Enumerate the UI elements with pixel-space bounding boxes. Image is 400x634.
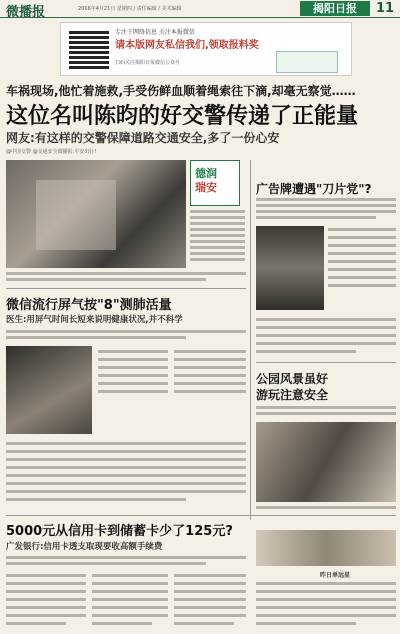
text-line bbox=[6, 598, 86, 601]
section-divider bbox=[6, 515, 396, 516]
story3-photo bbox=[256, 422, 396, 502]
text-line bbox=[174, 350, 246, 353]
text-line bbox=[190, 216, 245, 219]
text-line bbox=[256, 622, 356, 625]
story5-title: 5000元从信用卡到储蓄卡少了125元? bbox=[6, 524, 233, 539]
text-line bbox=[256, 210, 396, 213]
text-line bbox=[328, 228, 396, 231]
main-byline: @中国交警 @交通安全微播报:平安出行! bbox=[6, 149, 97, 155]
text-line bbox=[328, 268, 396, 271]
text-line bbox=[98, 382, 168, 385]
text-line bbox=[190, 234, 245, 237]
story5-photo bbox=[256, 530, 396, 566]
text-line bbox=[174, 358, 246, 361]
text-line bbox=[92, 574, 168, 577]
text-line bbox=[6, 474, 246, 477]
main-subhead: 网友:有这样的交警保障道路交通安全,多了一份心安 bbox=[6, 131, 280, 145]
text-line bbox=[6, 330, 246, 333]
text-line bbox=[98, 350, 168, 353]
text-line bbox=[256, 350, 356, 353]
story5-subtitle: 广发银行:信用卡透支取现要收高额手续费 bbox=[6, 542, 163, 552]
text-line bbox=[256, 412, 396, 415]
text-line bbox=[6, 466, 246, 469]
text-line bbox=[6, 614, 86, 617]
column-divider bbox=[250, 160, 251, 520]
text-line bbox=[6, 622, 66, 625]
text-line bbox=[6, 606, 86, 609]
text-line bbox=[6, 278, 206, 281]
text-line bbox=[174, 606, 246, 609]
column-logo bbox=[190, 160, 240, 206]
text-line bbox=[6, 582, 86, 585]
text-line bbox=[6, 590, 86, 593]
story3-title: 公园风景虽好 bbox=[256, 372, 329, 386]
qr-code-icon bbox=[69, 29, 109, 69]
text-line bbox=[6, 490, 246, 493]
text-line bbox=[174, 582, 246, 585]
text-line bbox=[92, 590, 168, 593]
text-line bbox=[256, 216, 376, 219]
text-line bbox=[6, 482, 246, 485]
text-line bbox=[256, 582, 396, 585]
section-divider bbox=[6, 288, 246, 289]
text-line bbox=[190, 222, 245, 225]
section-divider bbox=[256, 362, 396, 363]
text-line bbox=[256, 342, 396, 345]
text-line bbox=[6, 336, 186, 339]
text-line bbox=[190, 252, 245, 255]
text-line bbox=[92, 598, 168, 601]
ad-line: 专注于网络信息 关注本报微信 bbox=[115, 29, 195, 36]
text-line bbox=[174, 622, 234, 625]
text-line bbox=[328, 244, 396, 247]
section-label: 微播报 bbox=[6, 5, 46, 20]
text-line bbox=[174, 366, 246, 369]
text-line bbox=[6, 498, 186, 501]
text-line bbox=[256, 326, 396, 329]
text-line bbox=[98, 390, 168, 393]
text-line bbox=[6, 556, 246, 559]
text-line bbox=[256, 334, 396, 337]
text-line bbox=[92, 622, 152, 625]
text-line bbox=[174, 590, 246, 593]
text-line bbox=[6, 458, 246, 461]
text-line bbox=[174, 598, 246, 601]
page-number: 11 bbox=[376, 1, 395, 16]
text-line bbox=[92, 582, 168, 585]
text-line bbox=[98, 358, 168, 361]
header-meta: 2016年4月21日 星期四 / 责任编辑 / 美术编辑 bbox=[78, 6, 182, 12]
text-line bbox=[328, 252, 396, 255]
main-photo bbox=[6, 160, 186, 268]
text-line bbox=[256, 204, 396, 207]
logo-text-top: 德润 bbox=[195, 167, 217, 180]
text-line bbox=[98, 374, 168, 377]
text-line bbox=[190, 240, 245, 243]
text-line bbox=[256, 318, 396, 321]
text-line bbox=[174, 390, 246, 393]
text-line bbox=[190, 246, 245, 249]
story4-title: 微信流行屏气按"8"测肺活量 bbox=[6, 298, 172, 313]
text-line bbox=[174, 574, 246, 577]
ad-small-text: 扫码关注揭阳日报微信公众号 bbox=[115, 60, 181, 66]
text-line bbox=[190, 228, 245, 231]
logo-text-bottom: 瑞安 bbox=[195, 181, 217, 194]
main-kicker: 车祸现场,他忙着施救,手受伤鲜血顺着绳索往下滴,却毫无察觉…… bbox=[6, 84, 356, 98]
text-line bbox=[98, 366, 168, 369]
text-line bbox=[328, 236, 396, 239]
story2-photo bbox=[256, 226, 324, 310]
newspaper-masthead: 揭阳日报 bbox=[300, 1, 370, 16]
ad-headline: 请本版网友私信我们,领取报料奖 bbox=[115, 40, 259, 51]
text-line bbox=[190, 210, 245, 213]
text-line bbox=[328, 260, 396, 263]
text-line bbox=[6, 450, 246, 453]
text-line bbox=[6, 574, 86, 577]
story3-title-line2: 游玩注意安全 bbox=[256, 388, 329, 402]
story2-title: 广告牌遭遇"刀片党"? bbox=[256, 182, 372, 196]
ad-logo bbox=[276, 51, 338, 73]
text-line bbox=[174, 374, 246, 377]
story4-subtitle: 医生:用屏气时间长短来说明健康状况,并不科学 bbox=[6, 315, 183, 325]
text-line bbox=[92, 606, 168, 609]
text-line bbox=[256, 406, 396, 409]
text-line bbox=[328, 276, 396, 279]
story4-photo bbox=[6, 346, 92, 434]
text-line bbox=[256, 606, 396, 609]
text-line bbox=[256, 598, 396, 601]
text-line bbox=[256, 614, 396, 617]
text-line bbox=[256, 198, 396, 201]
text-line bbox=[6, 272, 246, 275]
text-line bbox=[328, 284, 396, 287]
text-line bbox=[190, 258, 245, 261]
text-line bbox=[256, 506, 396, 509]
photo-caption: 昨日单远星 bbox=[320, 572, 351, 579]
text-line bbox=[92, 614, 168, 617]
text-line bbox=[174, 614, 246, 617]
text-line bbox=[6, 562, 206, 565]
page-header bbox=[0, 0, 400, 18]
advertisement[interactable] bbox=[60, 22, 352, 76]
text-line bbox=[256, 590, 396, 593]
text-line bbox=[174, 382, 246, 385]
main-headline: 这位名叫陈昀的好交警传递了正能量 bbox=[6, 103, 359, 129]
text-line bbox=[6, 442, 246, 445]
